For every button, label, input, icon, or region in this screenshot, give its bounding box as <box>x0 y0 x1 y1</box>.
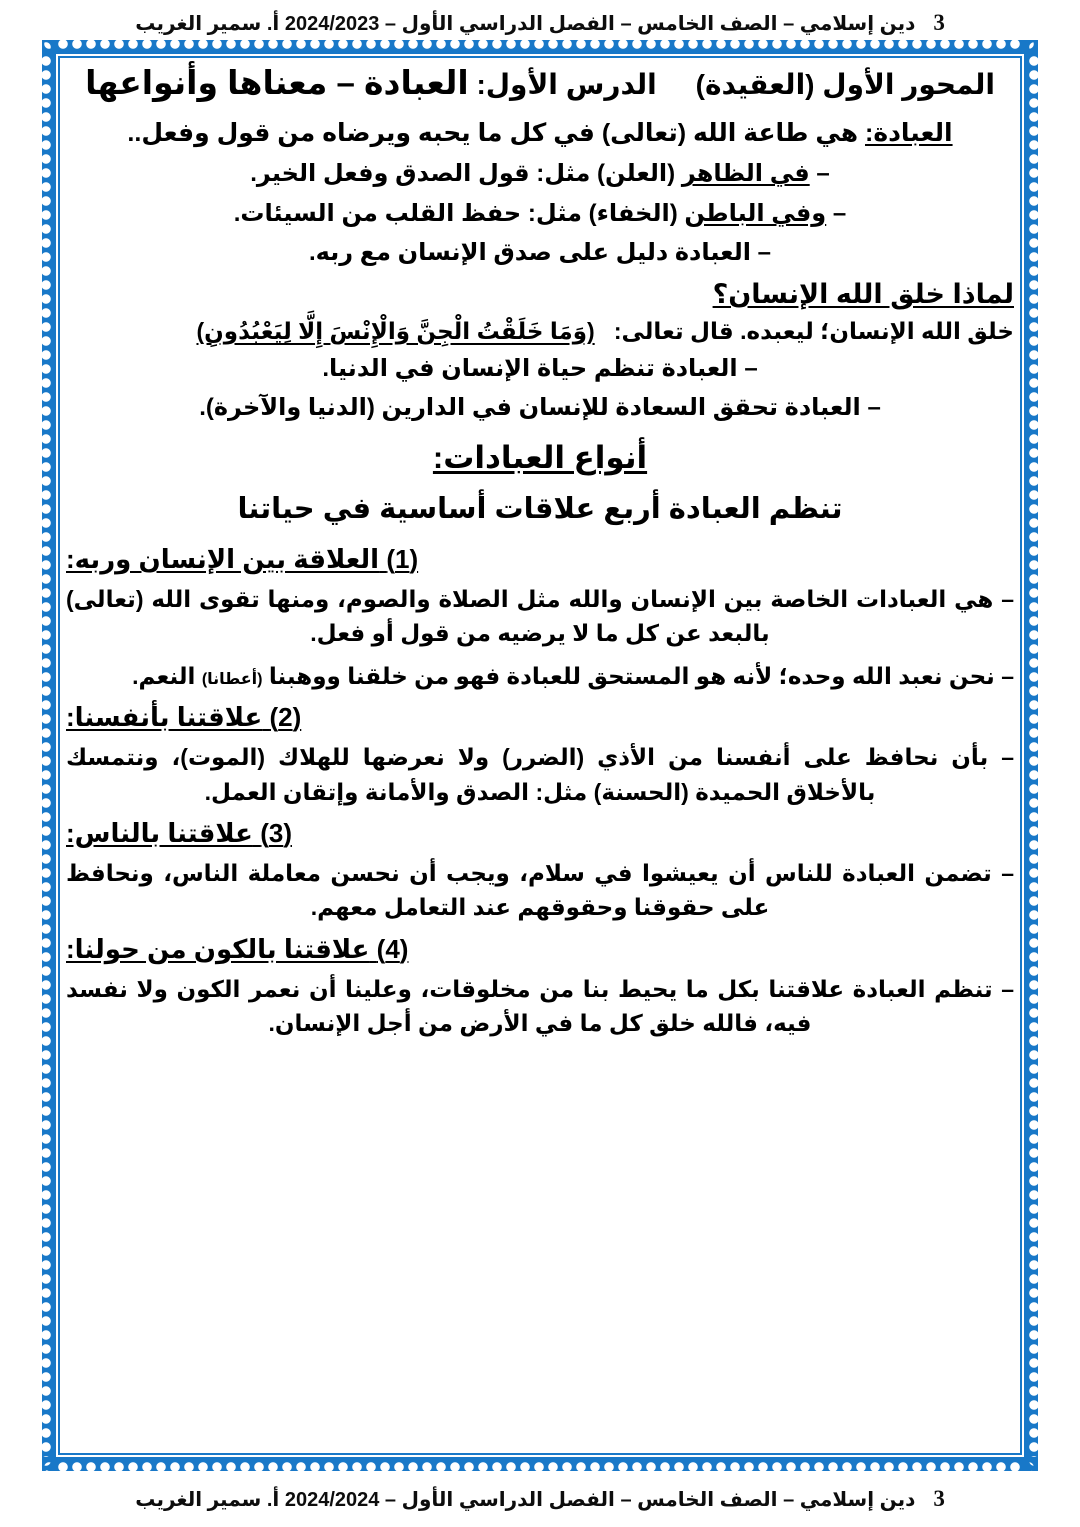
unit-label: المحور الأول (العقيدة) <box>695 69 995 100</box>
why-created-bullet <box>66 354 1014 384</box>
definition-row <box>66 118 1014 150</box>
relation-heading-2-text <box>66 701 301 734</box>
relation-body-text: هي العبادات الخاصة بين الإنسان والله مثل الصلاة والصوم، ومنها تقوى الله (تعالى) بالبعد عن كل ما لا يرضيه من قول أو فعل. <box>66 585 994 647</box>
relation-body-3 <box>66 856 1014 925</box>
definition-text: هي طاعة الله (تعالى) في كل ما يحبه ويرضاه من قول وفعل.. <box>127 118 859 147</box>
relation-body-text-after: النعم. <box>132 662 196 689</box>
footer-page-number: 3 <box>933 1486 945 1511</box>
types-section-heading <box>66 438 1014 477</box>
types-section-heading-text: أنواع العبادات: <box>432 439 648 475</box>
relation-body-4 <box>66 972 1014 1041</box>
why-created-heading-text: لماذا خلق الله الإنسان؟ <box>712 279 1014 310</box>
bullet-text: (الخفاء) مثل: حفظ القلب من السيئات. <box>233 199 678 227</box>
relation-heading-1 <box>66 543 1014 576</box>
bullet-underlined-term: في الظاهر <box>681 160 810 188</box>
bullet-dash: – <box>757 238 771 266</box>
relation-number: (3) <box>260 818 292 849</box>
page-header <box>0 6 1080 40</box>
relation-body-text: بأن نحافظ على أنفسنا من الأذي (الضرر) ولا نعرضها للهلاك (الموت)، ونتمسك بالأخلاق الحميدة (الحسنة) مثل: الصدق والأمانة وإتقان العمل. <box>66 744 989 805</box>
relation-heading-3-text <box>66 817 292 850</box>
why-created-bullet <box>66 393 1014 423</box>
relation-number: (2) <box>269 702 302 733</box>
lesson-content <box>66 62 1014 1449</box>
bullet-text: العبادة تنظم حياة الإنسان في الدنيا. <box>322 355 738 383</box>
types-subtitle: تنظم العبادة أربع علاقات أساسية في حياتنا <box>237 492 843 525</box>
bullet-dash: – <box>867 394 881 422</box>
relation-title: علاقتنا بالكون من حولنا: <box>66 933 370 964</box>
bullet-dash: – <box>1001 975 1014 1002</box>
relation-heading-4-text <box>66 933 408 966</box>
bullet-dash: – <box>832 199 847 227</box>
bullet-dash: – <box>744 355 758 383</box>
bullet-dash: – <box>816 160 830 188</box>
bullet-underlined-term: وفي الباطن <box>684 199 827 227</box>
relation-number: (1) <box>386 544 419 575</box>
definition-bullet <box>66 159 1014 189</box>
bullet-text: العبادة تحقق السعادة للإنسان في الدارين (الدنيا والآخرة). <box>199 394 861 422</box>
header-page-number: 3 <box>933 10 945 35</box>
lesson-label: الدرس الأول: <box>476 69 657 100</box>
bullet-text: (العلن) مثل: قول الصدق وفعل الخير. <box>250 160 676 188</box>
lesson-title-row <box>66 62 1014 105</box>
bullet-dash: – <box>1001 662 1014 689</box>
relation-heading-3 <box>66 817 1014 850</box>
relation-number: (4) <box>376 933 409 964</box>
why-created-answer-row <box>66 317 1014 346</box>
relation-body-text-before: نحن نعبد الله وحده؛ لأنه هو المستحق للعبادة فهو من خلقنا ووهبنا <box>268 662 995 689</box>
why-created-heading <box>66 277 1014 311</box>
relation-title: علاقتنا بالناس: <box>66 818 253 849</box>
page-footer <box>0 1482 1080 1516</box>
relation-title: العلاقة بين الإنسان وربه: <box>66 544 380 575</box>
lesson-title: العبادة – معناها وأنواعها <box>85 64 469 101</box>
relation-body-text: تنظم العبادة علاقتنا بكل ما يحيط بنا من مخلوقات، وعلينا أن نعمر الكون ولا نفسد فيه، فالله خلق كل ما في الأرض من أجل الإنسان. <box>66 975 993 1037</box>
evidence-line <box>66 238 1014 268</box>
relation-heading-1-text <box>66 543 418 576</box>
definition-term: العبادة: <box>865 118 953 147</box>
relation-body-1-extra <box>66 659 1014 694</box>
gloss-text: (أعطانا) <box>201 670 263 688</box>
header-text: دين إسلامي – الصف الخامس – الفصل الدراسي الأول – 2024/2023 أ. سمير الغريب <box>135 12 916 35</box>
bullet-dash: – <box>1001 859 1014 886</box>
quran-verse: (وَمَا خَلَقْتُ الْجِنَّ وَالْإِنْسَ إِلَّا لِيَعْبُدُونِ) <box>196 318 595 345</box>
why-created-answer: خلق الله الإنسان؛ ليعبده. قال تعالى: <box>613 318 1014 345</box>
relation-heading-2 <box>66 701 1014 734</box>
relation-title: علاقتنا بأنفسنا: <box>66 702 263 733</box>
relation-heading-4 <box>66 933 1014 966</box>
bullet-dash: – <box>1001 744 1014 771</box>
relation-body-1 <box>66 582 1014 651</box>
evidence-text: العبادة دليل على صدق الإنسان مع ربه. <box>309 238 751 266</box>
relation-body-text: تضمن العبادة للناس أن يعيشوا في سلام، ويجب أن نحسن معاملة الناس، ونحافظ على حقوقنا وحقوقهم عند التعامل معهم. <box>66 859 992 921</box>
bullet-dash: – <box>1001 585 1014 612</box>
footer-text: دين إسلامي – الصف الخامس – الفصل الدراسي الأول – 2024/2024 أ. سمير الغريب <box>135 1488 916 1511</box>
relation-body-2 <box>66 740 1014 809</box>
definition-bullet <box>66 199 1014 229</box>
